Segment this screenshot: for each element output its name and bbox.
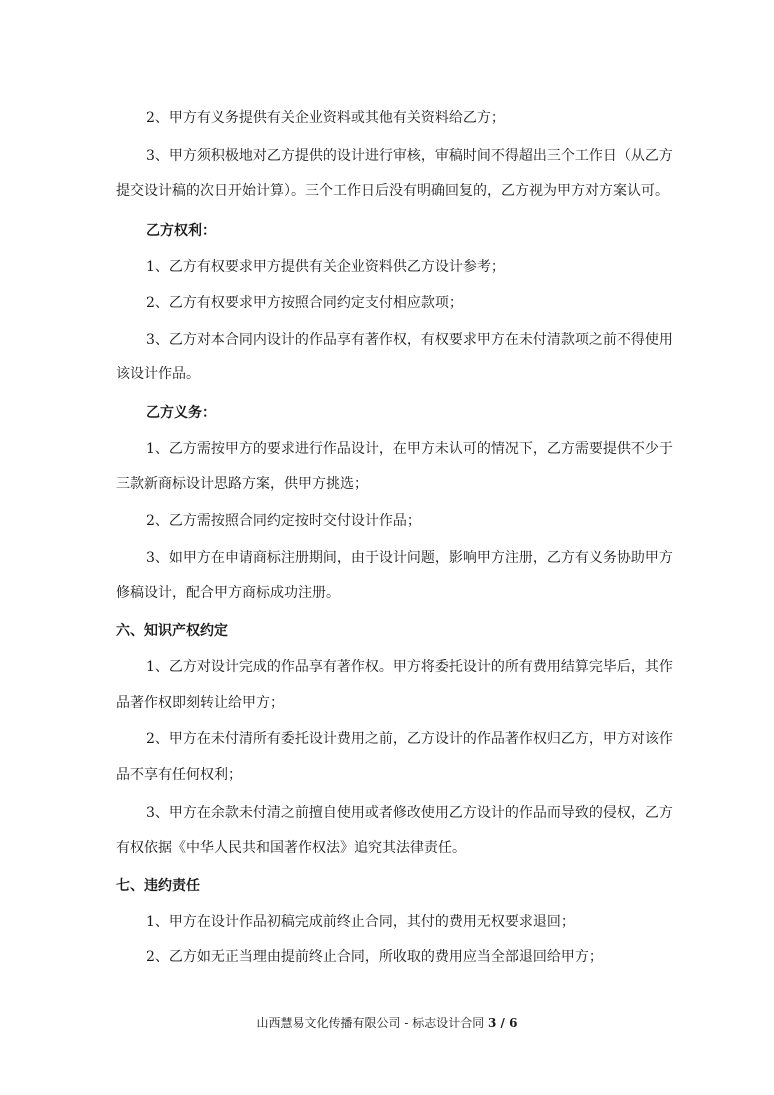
page-number: 3 / 6 xyxy=(488,1016,518,1030)
clause-line: 三款新商标设计思路方案，供甲方挑选； xyxy=(116,476,368,492)
clause-line: 2、乙方如无正当理由提前终止合同，所收取的费用应当全部退回给甲方； xyxy=(146,949,603,965)
clause-line: 3、甲方在余款未付清之前擅自使用或者修改使用乙方设计的作品而导致的侵权，乙方 xyxy=(146,805,673,821)
clause-line: 修稿设计，配合甲方商标成功注册。 xyxy=(116,585,340,601)
section-heading: 六、知识产权约定 xyxy=(116,623,228,639)
clause-line: 1、乙方有权要求甲方提供有关企业资料供乙方设计参考； xyxy=(146,259,505,275)
clause-line: 3、乙方对本合同内设计的作品享有著作权，有权要求甲方在未付清款项之前不得使用 xyxy=(146,332,673,348)
clause-line: 有权依据《中华人民共和国著作权法》追究其法律责任。 xyxy=(116,840,466,856)
clause-line: 品不享有任何权利； xyxy=(116,767,242,783)
clause-line: 3、甲方须积极地对乙方提供的设计进行审核，审稿时间不得超出三个工作日（从乙方 xyxy=(146,148,673,164)
clause-line: 提交设计稿的次日开始计算）。三个工作日后没有明确回复的，乙方视为甲方对方案认可。 xyxy=(116,183,669,199)
page-footer xyxy=(0,1014,774,1032)
clause-line: 2、乙方有权要求甲方按照合同约定支付相应款项； xyxy=(146,295,463,311)
clause-line: 3、如甲方在申请商标注册期间，由于设计问题，影响甲方注册，乙方有义务协助甲方 xyxy=(146,550,673,566)
clause-line: 2、甲方有义务提供有关企业资料或其他有关资料给乙方； xyxy=(146,110,505,126)
section-heading: 七、违约责任 xyxy=(116,878,200,894)
clause-line: 1、甲方在设计作品初稿完成前终止合同，其付的费用无权要求退回； xyxy=(146,914,575,930)
section-subheading: 乙方权利： xyxy=(146,223,216,239)
clause-line: 该设计作品。 xyxy=(116,366,200,382)
clause-line: 1、乙方需按甲方的要求进行作品设计，在甲方未认可的情况下，乙方需要提供不少于 xyxy=(146,441,673,457)
clause-line: 2、甲方在未付清所有委托设计费用之前，乙方设计的作品著作权归乙方，甲方对该作 xyxy=(146,731,673,747)
clause-line: 品著作权即刻转让给甲方； xyxy=(116,695,284,711)
section-subheading: 乙方义务： xyxy=(146,405,216,421)
clause-line: 2、乙方需按照合同约定按时交付设计作品； xyxy=(146,513,421,529)
clause-line: 1、乙方对设计完成的作品享有著作权。甲方将委托设计的所有费用结算完毕后，其作 xyxy=(146,659,673,675)
footer-company-title: 山西慧易文化传播有限公司 - 标志设计合同 xyxy=(256,1016,485,1030)
